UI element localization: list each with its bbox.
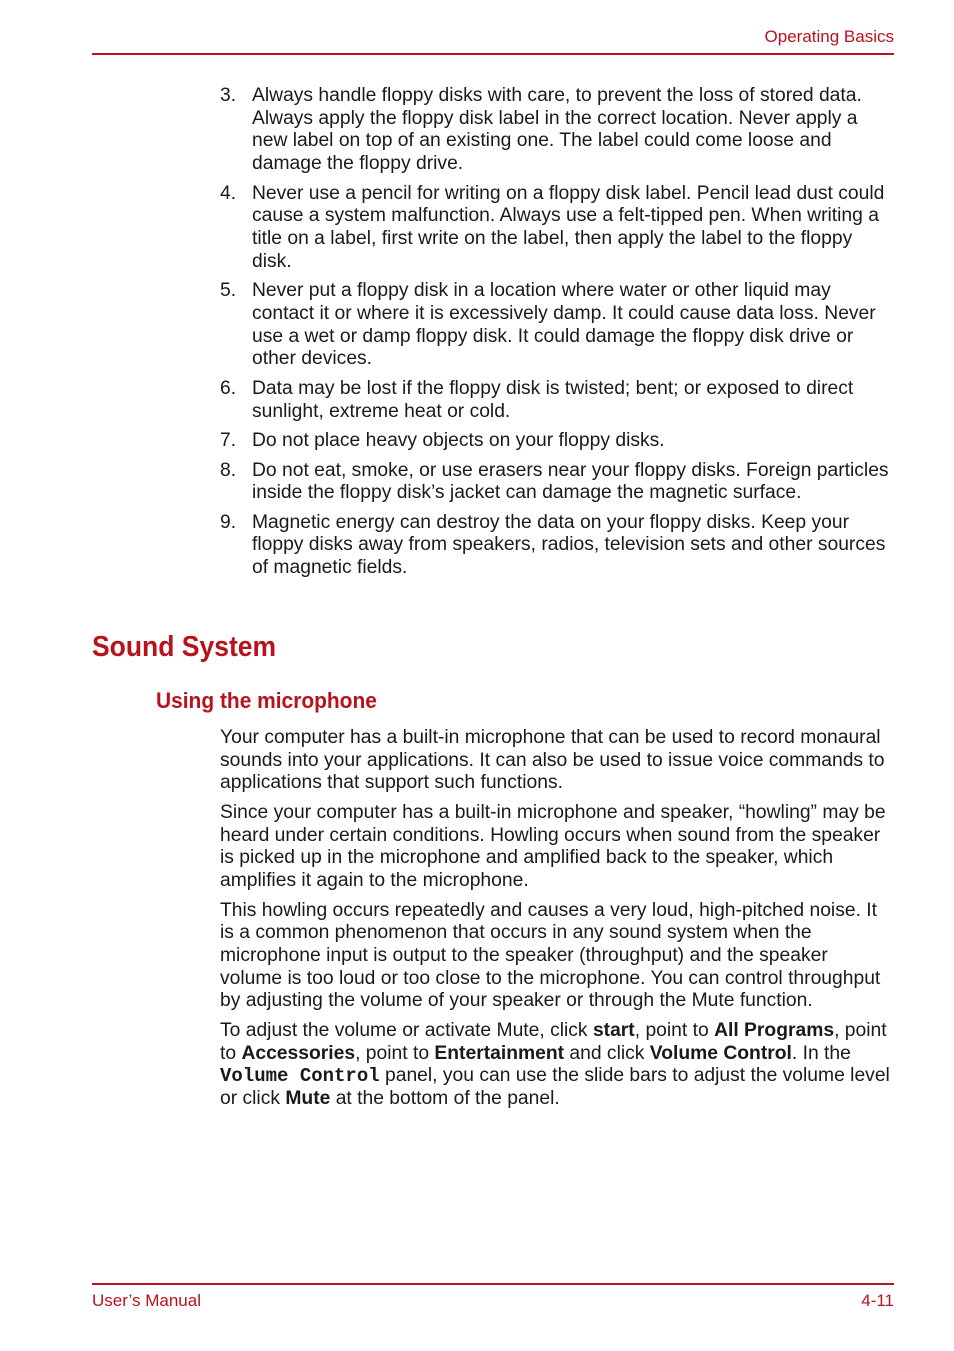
list-item	[220, 430, 894, 453]
numbered-list	[220, 85, 894, 587]
ui-term-all-programs: All Programs	[714, 1019, 835, 1041]
ui-term-accessories: Accessories	[241, 1042, 356, 1064]
paragraph-volume-instructions	[220, 1020, 894, 1111]
list-item-text: Do not place heavy objects on your floppy disks.	[252, 430, 665, 452]
ui-term-volume-control: Volume Control	[649, 1042, 792, 1064]
paragraph: Since your computer has a built-in microphone and speaker, “howling” may be heard under certain conditions. Howling occurs when sound from the speaker is picked up in the microphone and amplified back to the speaker, which amplifies it again to the microphone.	[220, 801, 886, 892]
list-item-text: Never put a floppy disk in a location where water or other liquid may contact it or where it is excessively damp. It could cause data loss. Never use a wet or damp floppy disk. It could damage the floppy disk drive or other devices.	[252, 280, 876, 370]
list-item-text: Always handle floppy disks with care, to prevent the loss of stored data. Always apply the floppy disk label in the correct location. Never apply a new label on top of an existing one. The label could come loose and damage the floppy drive.	[252, 85, 862, 175]
list-item-text: Data may be lost if the floppy disk is twisted; bent; or exposed to direct sunlight, extreme heat or cold.	[252, 377, 854, 422]
text-run: To adjust the volume or activate Mute, click	[220, 1019, 593, 1041]
list-item	[220, 460, 894, 505]
list-item-number: 8.	[220, 459, 237, 481]
list-item-text: Do not eat, smoke, or use erasers near your floppy disks. Foreign particles inside the floppy disk’s jacket can damage the magnetic surface.	[252, 459, 889, 504]
list-item-number: 6.	[220, 377, 237, 399]
list-item	[220, 512, 894, 580]
text-run: . In the	[791, 1042, 851, 1064]
text-run: , point to	[220, 1019, 887, 1064]
list-item-number: 5.	[220, 280, 237, 302]
header-rule	[92, 53, 894, 55]
list-item-number: 3.	[220, 85, 237, 106]
list-item	[220, 378, 894, 423]
paragraph: Your computer has a built-in microphone that can be used to record monaural sounds into your applications. It can also be used to issue voice commands to applications that support such functions.	[220, 727, 885, 794]
list-item-text: Magnetic energy can destroy the data on your floppy disks. Keep your floppy disks away from speakers, radios, television sets and other sources of magnetic fields.	[252, 511, 886, 579]
list-item	[220, 183, 894, 274]
text-run: and click	[564, 1042, 650, 1064]
footer-manual-title: User’s Manual	[92, 1291, 201, 1310]
ui-term-start: start	[592, 1019, 635, 1041]
text-run: at the bottom of the panel.	[330, 1087, 560, 1109]
footer-rule	[92, 1283, 894, 1285]
list-item-text: Never use a pencil for writing on a floppy disk label. Pencil lead dust could cause a system malfunction. Always use a felt-tipped pen. When writing a title on a label, first write on the label, then apply the label to the floppy disk.	[252, 182, 885, 272]
paragraph: This howling occurs repeatedly and causes a very loud, high-pitched noise. It is a common phenomenon that occurs in any sound system when the microphone input is output to the speaker (throughput) and the speaker volume is too loud or too close to the microphone. You can control throughput by adjusting the volume of your speaker or through the Mute function.	[220, 899, 881, 1012]
list-item-number: 4.	[220, 182, 237, 204]
ui-term-mute: Mute	[285, 1087, 331, 1109]
ui-term-entertainment: Entertainment	[434, 1042, 565, 1064]
list-item-number: 9.	[220, 511, 237, 533]
text-run: , point to	[355, 1042, 435, 1064]
page-number: 4-11	[861, 1291, 894, 1310]
panel-name-volume-control: Volume Control	[220, 1065, 380, 1088]
list-item-number: 7.	[220, 430, 237, 452]
running-header: Operating Basics	[764, 27, 894, 46]
list-item	[220, 280, 894, 371]
subsection-heading: Using the microphone	[156, 688, 377, 713]
text-run: , point to	[634, 1019, 715, 1041]
list-item	[220, 85, 894, 176]
section-heading: Sound System	[92, 631, 277, 663]
text-run: panel, you can use the slide bars to adjust the volume level or click	[220, 1065, 890, 1109]
section-body	[220, 727, 894, 1117]
